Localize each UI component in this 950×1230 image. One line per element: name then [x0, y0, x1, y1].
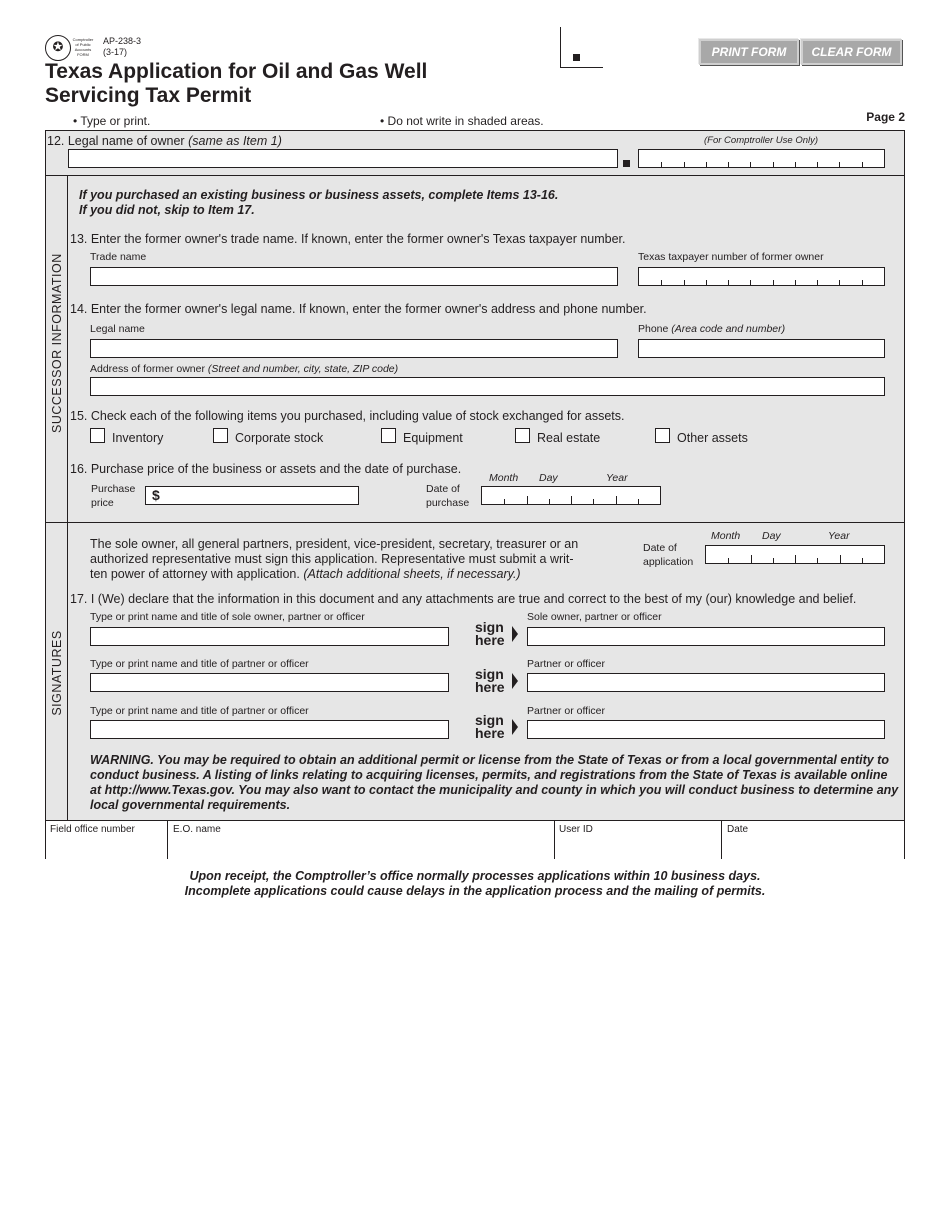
signature-instructions	[90, 537, 578, 582]
date-of-application-label-1: Date of	[643, 542, 677, 554]
signer3-sign-here	[475, 714, 505, 740]
date-of-application-input[interactable]	[705, 545, 885, 564]
star-icon: ✪	[52, 39, 64, 54]
tick-mark	[795, 280, 796, 285]
form-number: AP-238-3	[103, 36, 142, 46]
signer1-signature-input[interactable]	[527, 627, 885, 646]
tick-mark	[728, 162, 729, 167]
tick-mark	[750, 280, 751, 285]
page-number: Page 2	[866, 110, 905, 124]
purchase-year-label: Year	[606, 472, 628, 484]
date-of-application-label-2: application	[643, 556, 694, 568]
office-use-row	[46, 820, 904, 859]
other-assets-checkbox[interactable]	[655, 428, 670, 443]
clear-form-button[interactable]: CLEAR FORM	[801, 39, 902, 65]
taxpayer-number-input[interactable]	[638, 267, 885, 286]
date-of-purchase-label-1: Date of	[426, 483, 460, 495]
successor-intro	[79, 188, 558, 218]
item13-label: 13. Enter the former owner's trade name. If known, enter the former owner's Texas taxpayer number.	[70, 232, 626, 246]
tick-mark	[527, 496, 528, 504]
sign-arrow-icon	[512, 719, 518, 735]
signatures-section-label: SIGNATURES	[50, 630, 64, 716]
signer2-sign-here	[475, 668, 505, 694]
tick-mark	[684, 280, 685, 285]
inventory-option-label: Inventory	[112, 431, 164, 445]
inventory-checkbox[interactable]	[90, 428, 105, 443]
signer1-sign-here	[475, 621, 505, 647]
app-month-label: Month	[711, 530, 741, 542]
tick-mark	[728, 558, 729, 563]
eo-name-label: E.O. name	[173, 824, 221, 835]
tick-mark	[661, 280, 662, 285]
tick-mark	[817, 558, 818, 563]
successor-section-label: SUCCESSOR INFORMATION	[50, 253, 64, 433]
tick-mark	[817, 162, 818, 167]
marker-square	[573, 54, 580, 61]
equipment-option-label: Equipment	[403, 431, 463, 445]
tick-mark	[795, 555, 796, 563]
tick-mark	[616, 496, 617, 504]
signature-instructions-line-2: authorized representative must sign this application. Representative must submit a writ-	[90, 552, 574, 566]
form-revision: (3-17)	[103, 47, 128, 57]
signer3-signature-label: Partner or officer	[527, 705, 606, 717]
signature-instructions-line-3-italic: (Attach additional sheets, if necessary.)	[303, 567, 521, 581]
date-of-purchase-label-2: purchase	[426, 497, 470, 509]
comptroller-seal	[45, 35, 71, 61]
taxpayer-number-label: Texas taxpayer number of former owner	[638, 251, 824, 263]
warning-line-2: conduct business. A listing of links relating to acquiring licenses, permits, and registrations from the State of Texas is available online	[90, 768, 888, 782]
signer2-signature-label: Partner or officer	[527, 658, 606, 670]
tick-mark	[839, 280, 840, 285]
tick-mark	[795, 162, 796, 167]
here-word: here	[475, 679, 505, 695]
title-line-1: Texas Application for Oil and Gas Well	[45, 60, 428, 83]
item14-label: 14. Enter the former owner's legal name. If known, enter the former owner's address and phone number.	[70, 302, 647, 316]
purchase-price-input[interactable]	[145, 486, 359, 505]
processing-notice	[0, 869, 950, 899]
page-title	[45, 60, 427, 108]
sign-word: sign	[475, 712, 504, 728]
office-divider-3	[721, 821, 722, 859]
address-input[interactable]	[90, 377, 885, 396]
purchase-day-label: Day	[539, 472, 558, 484]
currency-symbol: $	[152, 487, 160, 503]
item12-marker-square	[623, 160, 630, 167]
tick-mark	[684, 162, 685, 167]
tick-mark	[817, 280, 818, 285]
signature-instructions-line-3-text: ten power of attorney with application.	[90, 567, 300, 581]
successor-intro-line-2: If you did not, skip to Item 17.	[79, 203, 255, 217]
app-year-label: Year	[828, 530, 850, 542]
instruction-shaded-areas: • Do not write in shaded areas.	[380, 114, 544, 128]
tick-mark	[728, 280, 729, 285]
purchase-price-label	[91, 482, 135, 510]
title-line-2: Servicing Tax Permit	[45, 84, 252, 107]
tick-mark	[706, 280, 707, 285]
address-label-text: Address of former owner	[90, 363, 205, 375]
corner-bracket	[560, 27, 603, 68]
item15-label: 15. Check each of the following items you purchased, including value of stock exchanged for assets.	[70, 409, 625, 423]
item16-label: 16. Purchase price of the business or assets and the date of purchase.	[70, 462, 462, 476]
purchase-month-label: Month	[489, 472, 519, 484]
form-number-block	[103, 36, 141, 58]
signer1-name-input[interactable]	[90, 627, 449, 646]
equipment-checkbox[interactable]	[381, 428, 396, 443]
warning-line-1: WARNING. You may be required to obtain an additional permit or license from the State of Texas or from a local governmental entity to	[90, 753, 889, 767]
item12-label	[47, 134, 282, 148]
warning-line-4: local governmental requirements.	[90, 798, 291, 812]
phone-label	[638, 323, 785, 335]
signer1-name-label: Type or print name and title of sole owner, partner or officer	[90, 611, 365, 623]
tick-mark	[840, 555, 841, 563]
tick-mark	[751, 555, 752, 563]
here-word: here	[475, 725, 505, 741]
successor-intro-line-1: If you purchased an existing business or business assets, complete Items 13-16.	[79, 188, 559, 202]
tick-mark	[773, 558, 774, 563]
sign-word: sign	[475, 666, 504, 682]
phone-input[interactable]	[638, 339, 885, 358]
phone-label-text: Phone	[638, 323, 669, 335]
tick-mark	[706, 162, 707, 167]
comptroller-use-note: (For Comptroller Use Only)	[704, 135, 819, 146]
processing-notice-line-1: Upon receipt, the Comptroller’s office normally processes applications within 10 business days.	[189, 869, 761, 883]
date-of-purchase-input[interactable]	[481, 486, 661, 505]
sign-arrow-icon	[512, 626, 518, 642]
real-estate-option-label: Real estate	[537, 431, 601, 445]
sign-word: sign	[475, 619, 504, 635]
date-label: Date	[727, 824, 749, 835]
item12-label-italic: (same as Item 1)	[188, 134, 282, 148]
here-word: here	[475, 632, 505, 648]
item12-label-text: 12. Legal name of owner	[47, 134, 185, 148]
tick-mark	[773, 162, 774, 167]
tick-mark	[750, 162, 751, 167]
date-of-purchase-label	[426, 482, 469, 510]
office-divider-1	[167, 821, 168, 859]
tick-mark	[549, 499, 550, 504]
processing-notice-line-2: Incomplete applications could cause delays in the application process and the mailing of permits.	[184, 884, 766, 898]
tick-mark	[862, 280, 863, 285]
legal-name-input[interactable]	[90, 339, 618, 358]
item12-legal-name-input[interactable]	[68, 149, 618, 168]
seal-text: Comptroller of Public Accounts FORM	[72, 37, 94, 57]
tick-mark	[504, 499, 505, 504]
print-form-button[interactable]: PRINT FORM	[699, 39, 799, 65]
sign-arrow-icon	[512, 673, 518, 689]
form-body	[45, 130, 905, 859]
trade-name-label: Trade name	[90, 251, 147, 263]
tick-mark	[638, 499, 639, 504]
office-divider-2	[554, 821, 555, 859]
signer3-signature-input[interactable]	[527, 720, 885, 739]
purchase-price-label-1: Purchase	[91, 483, 136, 495]
corporate-stock-checkbox[interactable]	[213, 428, 228, 443]
address-label-italic: (Street and number, city, state, ZIP code)	[207, 363, 399, 375]
warning-line-3: at http://www.Texas.gov. You may also want to contact the municipality and county in which you will conduct business to determine any	[90, 783, 899, 797]
purchase-price-label-2: price	[91, 497, 114, 509]
legal-name-label: Legal name	[90, 323, 145, 335]
corporate-stock-option-label: Corporate stock	[235, 431, 324, 445]
tick-mark	[593, 499, 594, 504]
signer2-signature-input[interactable]	[527, 673, 885, 692]
user-id-label: User ID	[559, 824, 593, 835]
item17-declaration: 17. I (We) declare that the information in this document and any attachments are true and correct to the best of my (our) knowledge and belief.	[70, 592, 857, 606]
tick-mark	[661, 162, 662, 167]
signatures-tab-wrap	[12, 630, 102, 716]
signer1-signature-label: Sole owner, partner or officer	[527, 611, 662, 623]
tick-mark	[773, 280, 774, 285]
comptroller-use-field	[638, 149, 885, 168]
tick-mark	[571, 496, 572, 504]
address-label	[90, 363, 398, 375]
tick-mark	[862, 162, 863, 167]
signer2-name-input[interactable]	[90, 673, 449, 692]
other-assets-option-label: Other assets	[677, 431, 748, 445]
real-estate-checkbox[interactable]	[515, 428, 530, 443]
section-divider	[46, 175, 904, 176]
signature-instructions-line-1: The sole owner, all general partners, president, vice-president, secretary, treasurer or an	[90, 537, 579, 551]
app-day-label: Day	[762, 530, 781, 542]
trade-name-input[interactable]	[90, 267, 618, 286]
date-of-application-label	[643, 541, 693, 569]
signature-instructions-line-3	[90, 567, 578, 582]
field-office-number-label: Field office number	[50, 824, 135, 835]
signer3-name-label: Type or print name and title of partner or officer	[90, 705, 309, 717]
section-divider-2	[46, 522, 904, 523]
tick-mark	[839, 162, 840, 167]
instruction-type-print: • Type or print.	[73, 114, 151, 128]
tick-mark	[862, 558, 863, 563]
signer2-name-label: Type or print name and title of partner or officer	[90, 658, 309, 670]
warning-text	[90, 753, 898, 813]
signer3-name-input[interactable]	[90, 720, 449, 739]
phone-label-italic: (Area code and number)	[671, 323, 786, 335]
